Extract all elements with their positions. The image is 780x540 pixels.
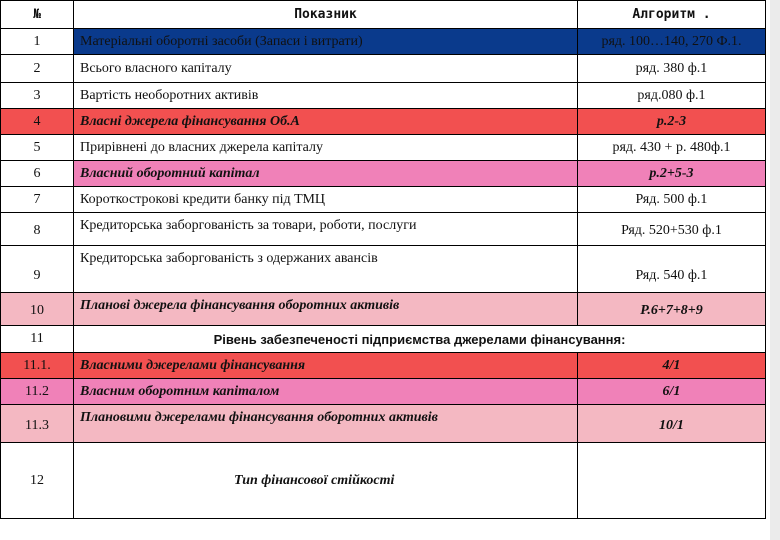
table-row: 9 Кредиторська заборгованість з одержаних авансів Ряд. 540 ф.1	[1, 246, 766, 293]
table-row: 11.3 Плановими джерелами фінансування оборотних активів 10/1	[1, 405, 766, 443]
table-row: 11 Рівень забезпеченості підприємства джерелами фінансування:	[1, 326, 766, 353]
table-row: 4 Власні джерела фінансування Об.А р.2-3	[1, 109, 766, 135]
table-row: 2 Всього власного капіталу ряд. 380 ф.1	[1, 55, 766, 83]
table-row: 8 Кредиторська заборгованість за товари, роботи, послуги Ряд. 520+530 ф.1	[1, 213, 766, 246]
table-row: 11.2 Власним оборотним капіталом 6/1	[1, 379, 766, 405]
header-algo: Алгоритм .	[578, 1, 766, 29]
table-row: 3 Вартість необоротних активів ряд.080 ф.1	[1, 83, 766, 109]
header-num: №	[1, 1, 74, 29]
table-row: 7 Короткострокові кредити банку під ТМЦ Ряд. 500 ф.1	[1, 187, 766, 213]
table-row: 1 Матеріальні оборотні засоби (Запаси і витрати) ряд. 100…140, 270 Ф.1.	[1, 29, 766, 55]
table-header-row	[1, 1, 766, 29]
table-row: 5 Прирівнені до власних джерела капіталу ряд. 430 + р. 480ф.1	[1, 135, 766, 161]
right-edge-band	[770, 0, 780, 540]
header-name: Показник	[74, 1, 578, 29]
table-row: 10 Планові джерела фінансування оборотних активів Р.6+7+8+9	[1, 293, 766, 326]
section-heading: Рівень забезпеченості підприємства джерелами фінансування:	[74, 326, 766, 353]
table-row: 11.1. Власними джерелами фінансування 4/1	[1, 353, 766, 379]
table-row: 6 Власний оборотний капітал р.2+5-3	[1, 161, 766, 187]
table-row: 12 Тип фінансової стійкості	[1, 443, 766, 519]
